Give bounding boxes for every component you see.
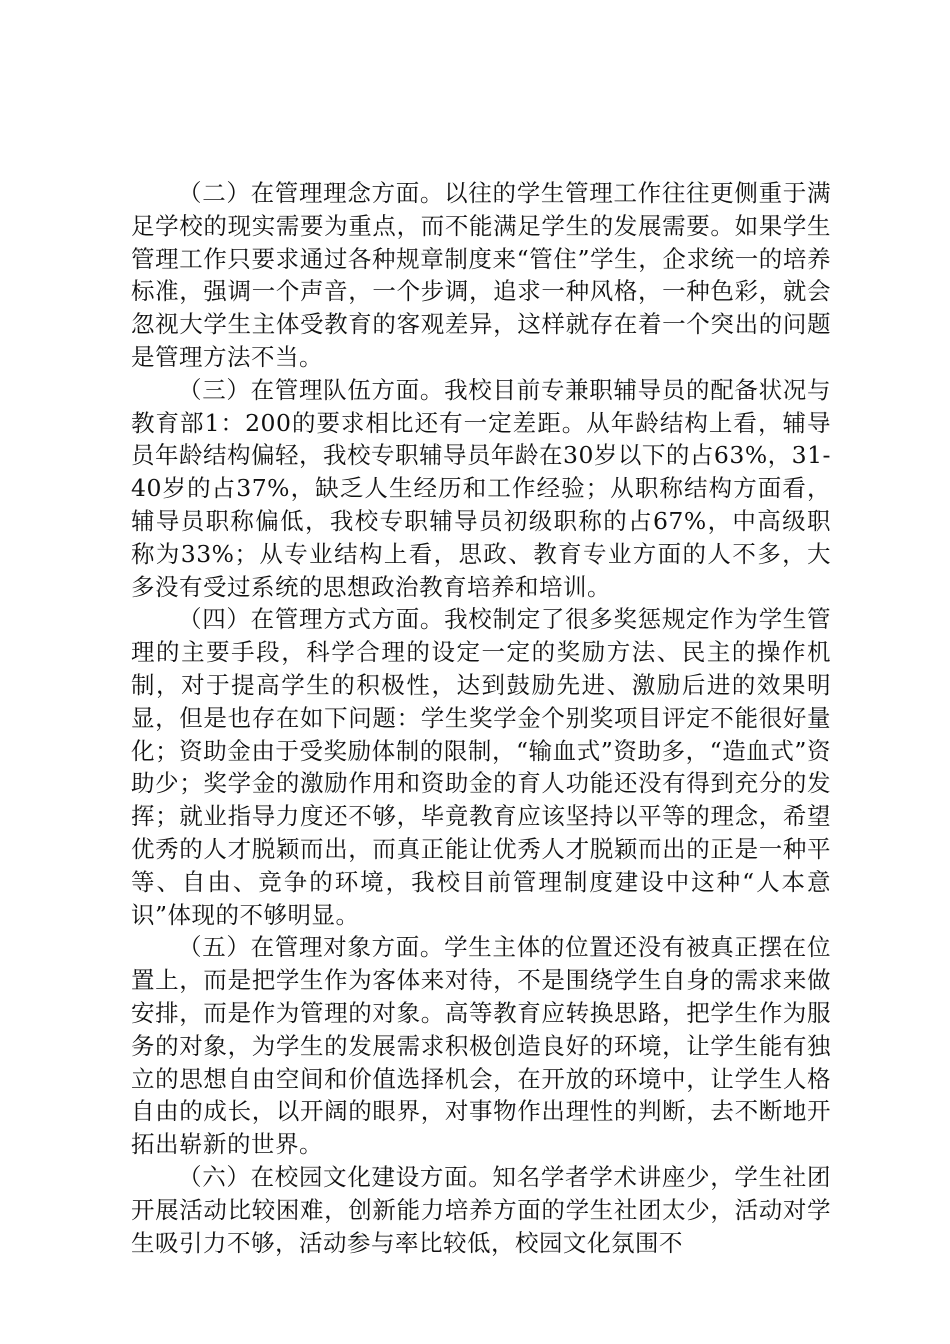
document-body [131,177,831,1259]
paragraph-campus-culture: （六）在校园文化建设方面。知名学者学术讲座少，学生社团开展活动比较困难，创新能力培养方面的学生社团太少，活动对学生吸引力不够，活动参与率比较低，校园文化氛围不 [131,1162,831,1257]
paragraph-management-objects: （五）在管理对象方面。学生主体的位置还没有被真正摆在位置上，而是把学生作为客体来对待，不是围绕学生自身的需求来做安排，而是作为管理的对象。高等教育应转换思路，把学生作为服务的对象，为学生的发展需求积极创造良好的环境，让学生能有独立的思想自由空间和价值选择机会，在开放的环境中，让学生人格自由的成长，以开阔的眼界，对事物作出理性的判断，去不断地开拓出崭新的世界。 [131,933,831,1159]
paragraph-management-team: （三）在管理队伍方面。我校目前专兼职辅导员的配备状况与教育部1：200的要求相比还有一定差距。从年龄结构上看，辅导员年龄结构偏轻，我校专职辅导员年龄在30岁以下的占63%，31-40岁的占37%，缺乏人生经历和工作经验；从职称结构方面看，辅导员职称偏低，我校专职辅导员初级职称的占67%，中高级职称为33%；从专业结构上看，思政、教育专业方面的人不多，大多没有受过系统的思想政治教育培养和培训。 [131,375,831,601]
paragraph-management-methods: （四）在管理方式方面。我校制定了很多奖惩规定作为学生管理的主要手段，科学合理的设定一定的奖励方法、民主的操作机制，对于提高学生的积极性，达到鼓励先进、激励后进的效果明显，但是也存在如下问题：学生奖学金个别奖项目评定不能很好量化；资助金由于受奖励体制的限制，“输血式”资助多，“造血式”资助少；奖学金的激励作用和资助金的育人功能还没有得到充分的发挥；就业指导力度还不够，毕竟教育应该坚持以平等的理念，希望优秀的人才脱颖而出，而真正能让优秀人才脱颖而出的正是一种平等、自由、竞争的环境，我校目前管理制度建设中这种“人本意识”体现的不够明显。 [131,605,831,929]
paragraph-management-philosophy: （二）在管理理念方面。以往的学生管理工作往往更侧重于满足学校的现实需要为重点，而不能满足学生的发展需要。如果学生管理工作只要求通过各种规章制度来“管住”学生，企求统一的培养标准，强调一个声音，一个步调，追求一种风格，一种色彩，就会忽视大学生主体受教育的客观差异，这样就存在着一个突出的问题是管理方法不当。 [131,179,831,371]
